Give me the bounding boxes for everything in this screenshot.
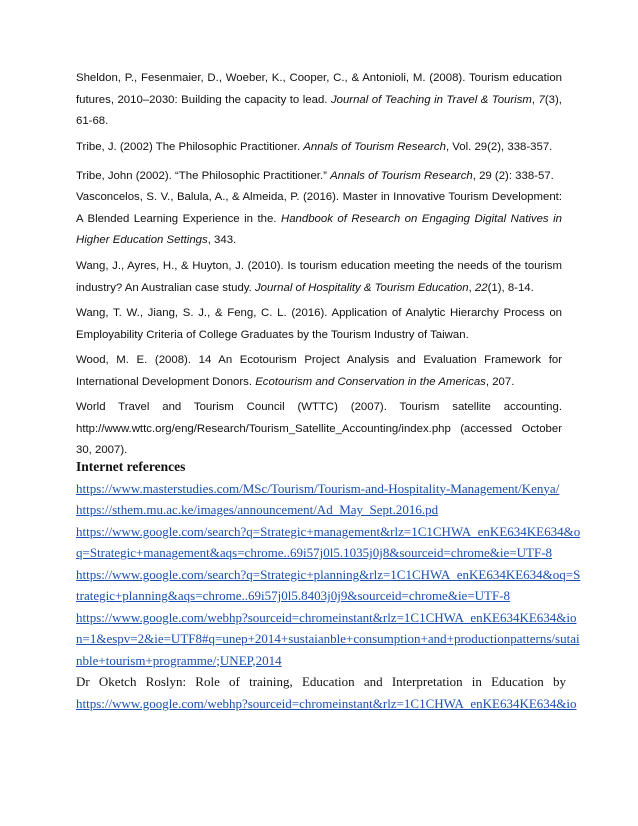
reference-line: 61-68. (76, 115, 109, 127)
internet-references-section (76, 456, 581, 714)
reference-line: Wang, T. W., Jiang, S. J., & Feng, C. L. (2016). Application of Analytic Hierarchy Process on (76, 307, 562, 319)
reference-link[interactable]: q=Strategic+management&aqs=chrome..69i57j0l5.1035j0j8&sourceid=chrome&ie=UTF-8 (76, 545, 553, 560)
reference-tribe-2 (76, 166, 562, 188)
reference-wttc (76, 397, 562, 462)
reference-line: Employability Criteria of College Graduates by the Tourism Industry of Taiwan. (76, 328, 469, 341)
reference-line: Higher Education Settings, 343. (76, 234, 237, 246)
reference-wang-1 (76, 256, 562, 299)
reference-line: World Travel and Tourism Council (WTTC) (2007). Tourism satellite accounting. (76, 401, 562, 413)
reference-line: Tribe, J. (2002) The Philosophic Practitioner. Annals of Tourism Research, Vol. 29(2), 338-357. (76, 141, 553, 153)
reference-line: Wang, J., Ayres, H., & Huyton, J. (2010). Is tourism education meeting the needs of the tourism (76, 260, 562, 272)
reference-link[interactable]: trategic+planning&aqs=chrome..69i57j0l5.8403j0j9&sourceid=chrome&ie=UTF-8 (76, 588, 511, 603)
reference-line: Vasconcelos, S. V., Balula, A., & Almeida, P. (2016). Master in Innovative Tourism Development: (76, 191, 562, 203)
reference-line: Sheldon, P., Fesenmaier, D., Woeber, K., Cooper, C., & Antonioli, M. (2008). Tourism education (76, 72, 562, 84)
reference-line: Tribe, John (2002). “The Philosophic Practitioner.” Annals of Tourism Research, 29 (2): 338-57. (76, 170, 554, 182)
reference-tribe-1 (76, 137, 562, 159)
reference-wang-2 (76, 303, 562, 346)
reference-link[interactable]: https://www.google.com/webhp?sourceid=chromeinstant&rlz=1C1CHWA_enKE634KE634&io (76, 695, 577, 711)
reference-vasconcelos (76, 187, 562, 252)
reference-line: A Blended Learning Experience in the. Handbook of Research on Engaging Digital Natives in (76, 212, 562, 225)
reference-link[interactable]: https://www.google.com/webhp?sourceid=chromeinstant&rlz=1C1CHWA_enKE634KE634&io (76, 609, 577, 625)
reference-line: Wood, M. E. (2008). 14 An Ecotourism Project Analysis and Evaluation Framework for (76, 354, 562, 366)
reference-line: 30, 2007). (76, 444, 128, 456)
reference-line: International Development Donors. Ecotourism and Conservation in the Americas, 207. (76, 375, 515, 388)
internet-references-heading: Internet references (76, 459, 186, 474)
reference-link[interactable]: n=1&espv=2&ie=UTF8#q=unep+2014+sustaianble+consumption+and+productionpatterns/sutai (76, 631, 580, 646)
reference-line: industry? An Australian case study. Journal of Hospitality & Tourism Education, 22(1), 8-14. (76, 281, 534, 294)
reference-sheldon (76, 68, 562, 133)
reference-link[interactable]: https://www.google.com/search?q=Strategic+planning&rlz=1C1CHWA_enKE634KE634&oq=S (76, 566, 581, 582)
oketch-reference-text: Dr Oketch Roslyn: Role of training, Education and Interpretation in Education by (76, 674, 566, 689)
reference-link[interactable]: nble+tourism+programme/;UNEP,2014 (76, 652, 282, 668)
reference-wood (76, 350, 562, 393)
reference-line: futures, 2010–2030: Building the capacity to lead. Journal of Teaching in Travel & Tourism, 7(3), (76, 93, 562, 106)
reference-link[interactable]: https://sthem.mu.ac.ke/images/announcement/Ad_May_Sept.2016.pd (76, 502, 439, 517)
reference-link[interactable]: https://www.google.com/search?q=Strategic+management&rlz=1C1CHWA_enKE634KE634&o (76, 523, 581, 539)
reference-link[interactable]: https://www.masterstudies.com/MSc/Tourism/Tourism-and-Hospitality-Management/Kenya/ (76, 480, 560, 496)
reference-line: http://www.wttc.org/eng/Research/Tourism_Satellite_Accounting/index.php (accessed October (76, 422, 562, 435)
